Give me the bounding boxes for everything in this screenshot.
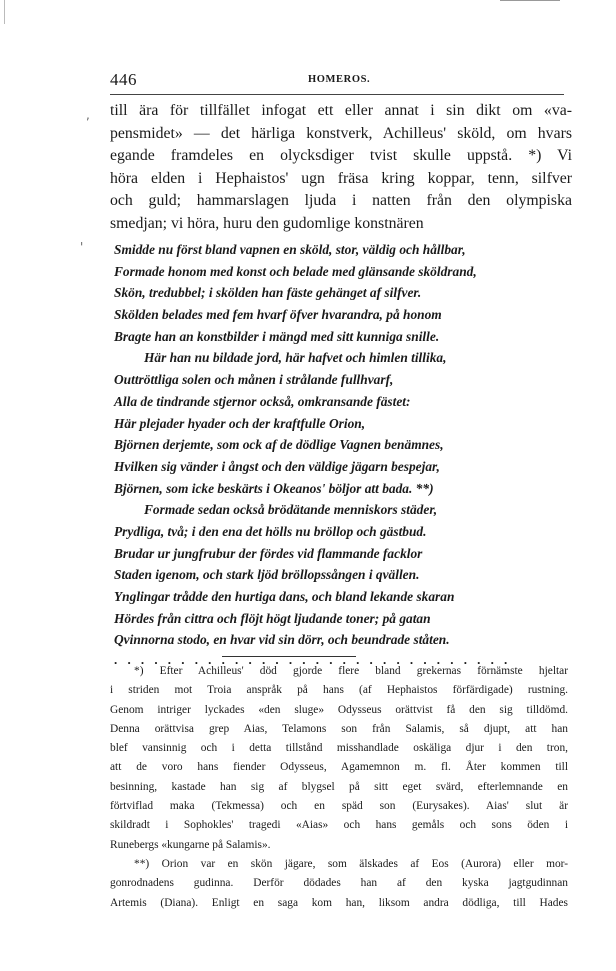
verse-line: Prydliga, två; i den ena det hölls nu bröllop och gästbud.	[114, 523, 427, 539]
footnote-line: Runebergs «kungarne på Salamis».	[110, 838, 271, 851]
footnote-line: skildradt i Sophokles' tragedi «Aias» och hans gemåls och sons öden i	[110, 819, 568, 832]
footnote-line: **) Orion var en skön jägare, som älskades af Eos (Aurora) eller mor-	[134, 857, 568, 870]
footnote-line: *) Efter Achilleus' död gjorde flere bland grekernas förnämste hjeltar	[134, 665, 568, 677]
verse-line: Björnen, som icke beskärts i Okeanos' böljor att bada. **)	[114, 480, 434, 496]
footnote-line: blef vansinnig och i detta tillstånd misshandlade oskäliga djur i den tron,	[110, 742, 568, 755]
header-rule	[110, 94, 564, 95]
page-header	[110, 70, 576, 90]
verse-line: Bragte han an konstbilder i mängd med sitt kunniga snille.	[114, 328, 440, 344]
footnotes	[110, 662, 568, 913]
verse-line: Skön, tredubbel; i skölden han fäste gehänget af silfver.	[114, 285, 422, 301]
page-number: 446	[110, 70, 137, 89]
footnote-line: besinning, kastade han sig af blygsel på sitt eget svärd, efterlemnande en	[110, 780, 568, 793]
prose-line: höra elden i Hephaistos' ugn fräsa kring koppar, tenn, silfver	[110, 169, 572, 187]
scan-top-mark	[500, 0, 560, 9]
footnote-rule	[222, 656, 356, 657]
footnote-line: Denna orättvisa grep Aias, Telamons son från Salamis, så djupt, att han	[110, 722, 568, 735]
verse-line: Formade honom med konst och belade med glänsande sköldrand,	[114, 263, 477, 279]
verse-line: Outtröttliga solen och månen i strålande fullhvarf,	[114, 372, 394, 388]
verse-line: Staden igenom, och stark ljöd bröllopssången i qvällen.	[114, 567, 420, 583]
prose-line: till ära för tillfället infogat ett eller annat i sin dikt om «va-	[110, 102, 572, 119]
verse-line: Här han nu bildade jord, här hafvet och himlen tillika,	[144, 350, 447, 366]
prose-line: och guld; hammarslagen ljuda i natten från den olympiska	[110, 192, 572, 209]
prose-line: smedjan; vi höra, huru den gudomlige konstnären	[110, 214, 424, 232]
verse-line: Hvilken sig vänder i ångst och den väldige jägarn bespejar,	[114, 458, 440, 474]
footnote-line: gonrodnadens gudinna. Derför dödades han af den kyska jagtgudinnan	[110, 877, 568, 890]
verse-line: Skölden belades med fem hvarf öfver hvarandra, på honom	[114, 307, 442, 323]
verse-line: Här plejader hyader och der kraftfulle Orion,	[114, 415, 366, 431]
footnote-line: Genom intriger lyckades «den sluge» Odysseus orättvist få den sig tilldömd.	[110, 703, 568, 716]
verse-line: Brudar ur jungfrubur der fördes vid flammande facklor	[114, 545, 423, 561]
prose-paragraph	[110, 100, 572, 235]
pencil-mark: ,	[86, 108, 90, 122]
verse-line: Alla de tindrande stjernor också, omkransande fästet:	[114, 393, 411, 409]
verse-line: Formade sedan också brödätande menniskors städer,	[144, 502, 438, 518]
verse-quotation	[114, 239, 574, 669]
verse-line: Hördes från cittra och flöjt högt ljudande toner; på gatan	[114, 610, 431, 626]
prose-line: pensmidet» — det härliga konstverk, Achilleus' sköld, om hvars	[110, 124, 572, 142]
pencil-mark: '	[80, 240, 84, 254]
verse-line: Smidde nu först bland vapnen en sköld, stor, väldig och hållbar,	[114, 242, 466, 257]
verse-line: Qvinnorna stodo, en hvar vid sin dörr, och beundrade ståten.	[114, 632, 450, 648]
verse-line: Björnen derjemte, som ock af de dödlige Vagnen benämnes,	[114, 437, 444, 453]
verse-line: Ynglingar trådde den hurtiga dans, och bland lekande skaran	[114, 589, 455, 604]
footnote-line: förtviflad maka (Tekmessa) och en späd son (Eurysakes). Aias' slut är	[110, 800, 568, 813]
scan-edge-mark	[4, 0, 5, 24]
footnote-line: i striden mot Troia anspråk på hans (af Hephaistos förfärdigade) rustning.	[110, 684, 568, 697]
ellipsis-dots: ..............................	[114, 652, 518, 668]
prose-line: egande framdeles en olycksdiger tvist skulle uppstå. *) Vi	[110, 147, 572, 164]
running-head: HOMEROS.	[308, 74, 371, 85]
footnote-line: att de voro hans fiender Odysseus, Agamemnon m. fl. Åter kommen till	[110, 761, 568, 774]
footnote-line: Artemis (Diana). Enligt en saga kom han, liksom andra dödliga, till Hades	[110, 896, 568, 909]
